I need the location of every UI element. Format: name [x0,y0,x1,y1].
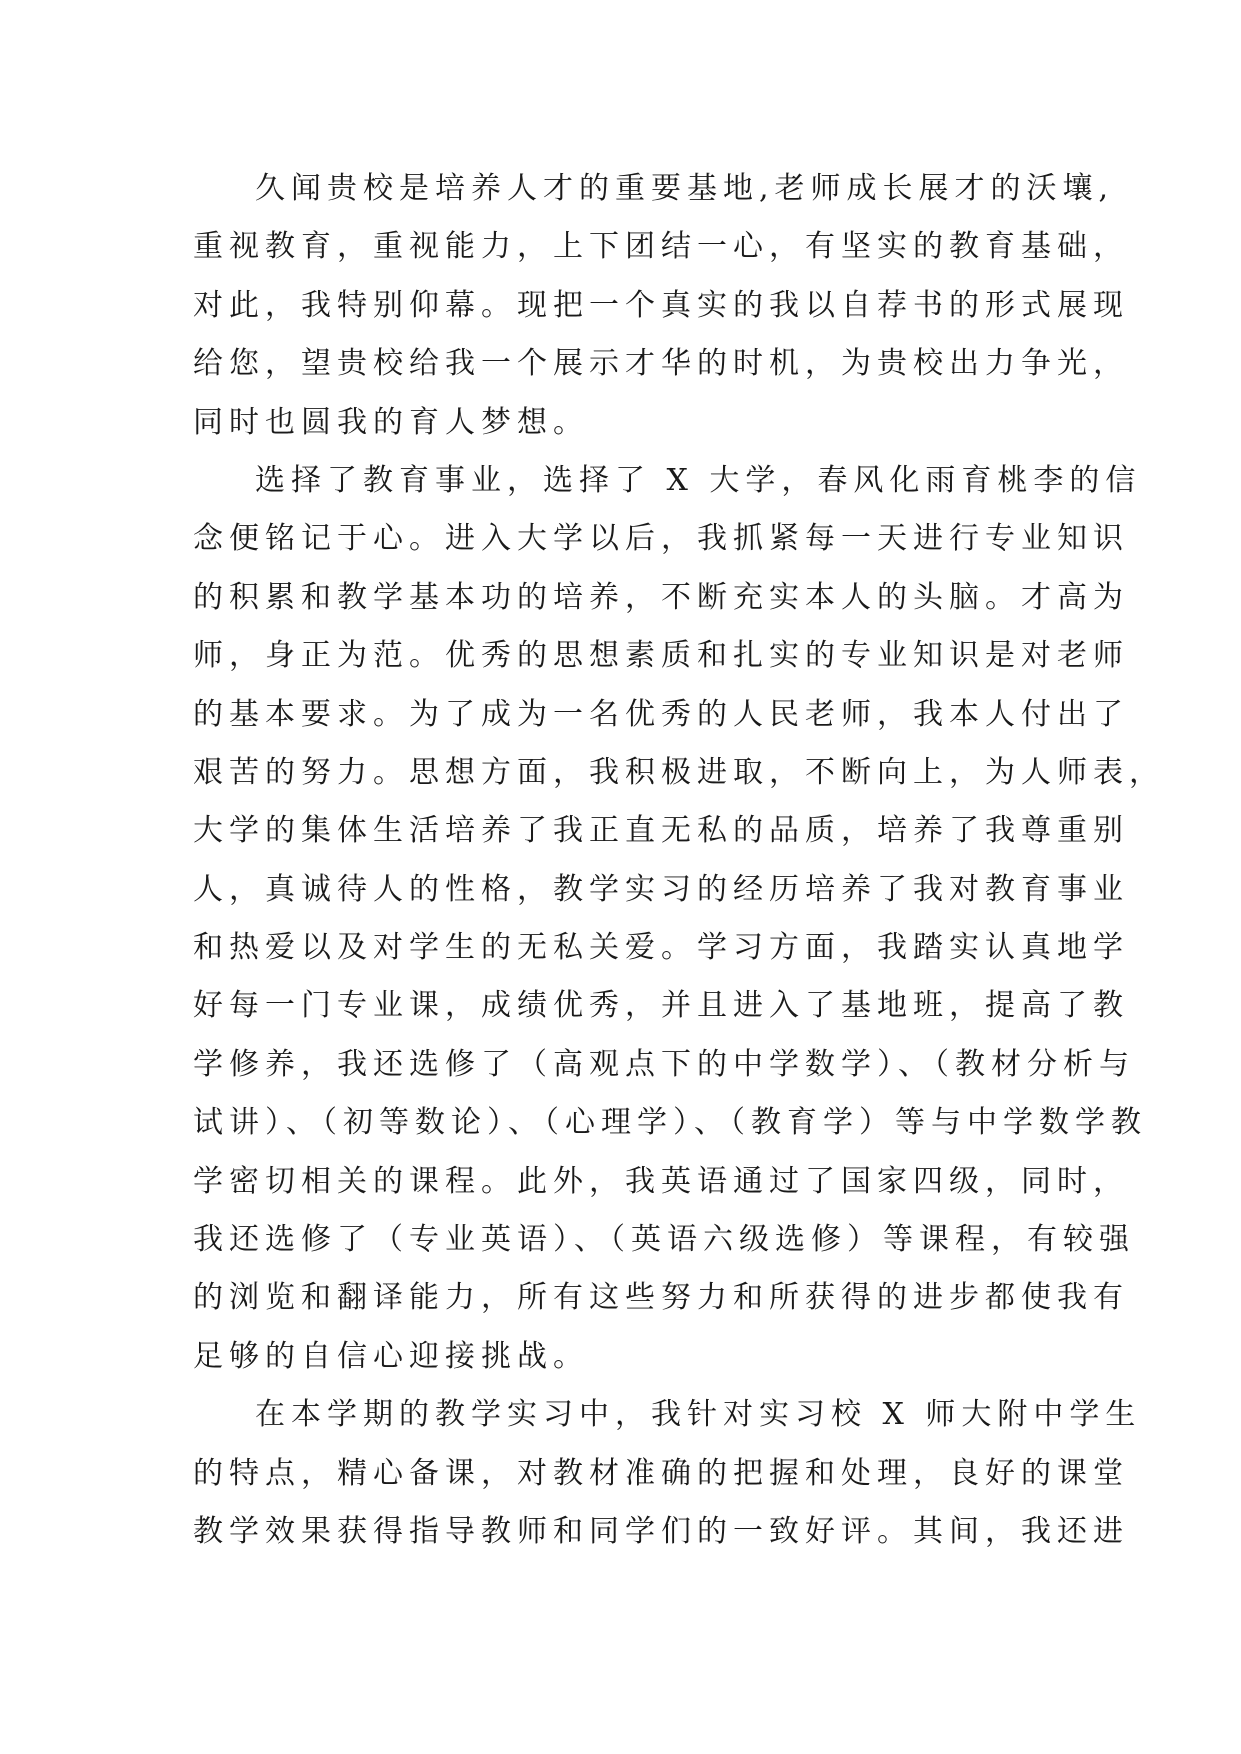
paragraph-1-line: 久闻贵校是培养人才的重要基地,老师成长展才的沃壤, [255,171,1115,206]
paragraph-2-line: 学修养，我还选修了（高观点下的中学数学）、（教材分析与 [193,1046,1135,1082]
paragraph-3-line: 的特点，精心备课，对教材准确的把握和处理，良好的课堂 [193,1455,1129,1491]
paragraph-1-line: 重视教育，重视能力，上下团结一心，有坚实的教育基础， [193,229,1129,265]
paragraph-3-line: 教学效果获得指导教师和同学们的一致好评。其间，我还进 [193,1513,1129,1549]
paragraph-1-line: 对此，我特别仰幕。现把一个真实的我以自荐书的形式展现 [193,287,1129,323]
paragraph-2-line: 足够的自信心迎接挑战。 [193,1338,589,1374]
paragraph-2-line: 好每一门专业课，成绩优秀，并且进入了基地班，提高了教 [193,988,1129,1024]
paragraph-1-line: 同时也圆我的育人梦想。 [193,404,589,440]
paragraph-2-line: 和热爱以及对学生的无私关爱。学习方面，我踏实认真地学 [193,930,1129,966]
paragraph-2-line: 我还选修了（专业英语）、（英语六级选修）等课程，有较强 [193,1222,1135,1258]
paragraph-2-line: 人，真诚待人的性格，教学实习的经历培养了我对教育事业 [193,871,1129,907]
paragraph-2-line: 念便铭记于心。进入大学以后，我抓紧每一天进行专业知识 [193,521,1129,557]
paragraph-2-line: 师，身正为范。优秀的思想素质和扎实的专业知识是对老师 [193,638,1129,674]
letter-body [193,160,1165,1561]
paragraph-2-line: 试讲）、（初等数论）、（心理学）、（教育学）等与中学数学教 [193,1105,1147,1141]
paragraph-2-line: 的浏览和翻译能力，所有这些努力和所获得的进步都使我有 [193,1280,1129,1316]
paragraph-2-line: 艰苦的努力。思想方面，我积极进取，不断向上，为人师表， [193,754,1165,790]
paragraph-2-line: 大学的集体生活培养了我正直无私的品质，培养了我尊重别 [193,813,1129,849]
paragraph-2-line: 的积累和教学基本功的培养，不断充实本人的头脑。才高为 [193,579,1129,615]
paragraph-2-line: 的基本要求。为了成为一名优秀的人民老师，我本人付出了 [193,696,1129,732]
paragraph-3-line: 在本学期的教学实习中，我针对实习校 X 师大附中学生 [255,1397,1142,1433]
paragraph-2-line: 选择了教育事业，选择了 X 大学，春风化雨育桃李的信 [255,462,1142,498]
paragraph-2-line: 学密切相关的课程。此外，我英语通过了国家四级，同时， [193,1163,1129,1199]
paragraph-1-line: 给您，望贵校给我一个展示才华的时机，为贵校出力争光， [193,346,1129,382]
